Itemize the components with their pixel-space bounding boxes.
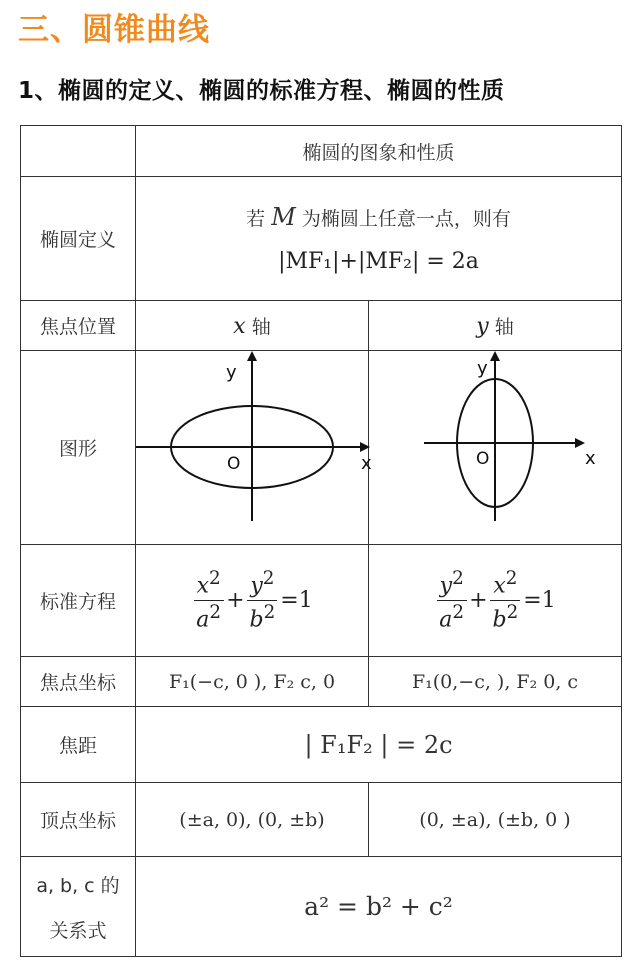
ellipse-properties-table xyxy=(20,125,622,957)
standard-equation-row xyxy=(21,545,622,657)
focal-distance-label: 焦距 xyxy=(21,707,136,783)
definition-label: 椭圆定义 xyxy=(21,177,136,301)
vertex-coords-label: 顶点坐标 xyxy=(21,783,136,857)
graph-x-cell xyxy=(136,351,372,545)
focus-coords-y: F₁(0,−c, ), F₂ 0, c xyxy=(369,657,622,707)
graph-label: 图形 xyxy=(21,351,136,545)
vertex-coords-y: (0, ±a), (±b, 0 ) xyxy=(369,783,622,857)
relation-label xyxy=(21,857,136,957)
y-axis-label: y xyxy=(477,358,488,379)
relation-formula: a² = b² + c² xyxy=(136,857,622,957)
definition-text-after: 为椭圆上任意一点，则有 xyxy=(301,208,511,230)
standard-equation-label: 标准方程 xyxy=(21,545,136,657)
graph-row xyxy=(21,351,622,545)
graph-y-cell xyxy=(369,351,622,545)
standard-equation-x: $\frac{x^2}{a^2}$ + $\frac{y^2}{b^2}$ =1 xyxy=(136,545,369,657)
definition-formula: |MF₁|+|MF₂| = 2a xyxy=(278,249,479,274)
focus-position-y-var: y xyxy=(476,314,489,339)
definition-content xyxy=(136,177,622,301)
vertex-coords-row xyxy=(21,783,622,857)
origin-label: O xyxy=(227,454,241,474)
focus-position-x-var: x xyxy=(233,314,246,339)
focus-position-x xyxy=(136,301,369,351)
origin-label: O xyxy=(476,449,490,469)
focus-coords-x: F₁(−c, 0 ), F₂ c, 0 xyxy=(136,657,369,707)
focus-position-row xyxy=(21,301,622,351)
subsection-title: 1、椭圆的定义、椭圆的标准方程、椭圆的性质 xyxy=(18,78,505,104)
relation-label-line2: 关系式 xyxy=(49,919,107,942)
focal-distance-formula: | F₁F₂ | = 2c xyxy=(136,707,622,783)
definition-row xyxy=(21,177,622,301)
relation-row xyxy=(21,857,622,957)
section-title: 三、圆锥曲线 xyxy=(18,12,210,48)
focus-position-label: 焦点位置 xyxy=(21,301,136,351)
focus-position-y-axis-word: 轴 xyxy=(494,316,514,338)
definition-sentence xyxy=(136,203,621,231)
header-empty-cell xyxy=(21,126,136,177)
vertex-coords-x: (±a, 0), (0, ±b) xyxy=(136,783,369,857)
definition-text-before: 若 xyxy=(246,208,266,230)
x-axis-label: x xyxy=(361,453,372,474)
focus-position-y xyxy=(369,301,622,351)
focus-position-x-axis-word: 轴 xyxy=(251,316,271,338)
definition-var-m: M xyxy=(271,203,296,231)
y-axis-label: y xyxy=(226,362,237,383)
ellipse-x-axis-graph xyxy=(136,351,372,544)
focal-distance-row xyxy=(21,707,622,783)
header-cell: 椭圆的图象和性质 xyxy=(136,126,622,177)
relation-label-line1: a, b, c 的 xyxy=(36,874,120,897)
focus-coords-row xyxy=(21,657,622,707)
x-axis-label: x xyxy=(585,448,596,469)
ellipse-y-axis-graph xyxy=(369,351,622,544)
table-header-row xyxy=(21,126,622,177)
focus-coords-label: 焦点坐标 xyxy=(21,657,136,707)
standard-equation-y: $\frac{y^2}{a^2}$ + $\frac{x^2}{b^2}$ =1 xyxy=(369,545,622,657)
